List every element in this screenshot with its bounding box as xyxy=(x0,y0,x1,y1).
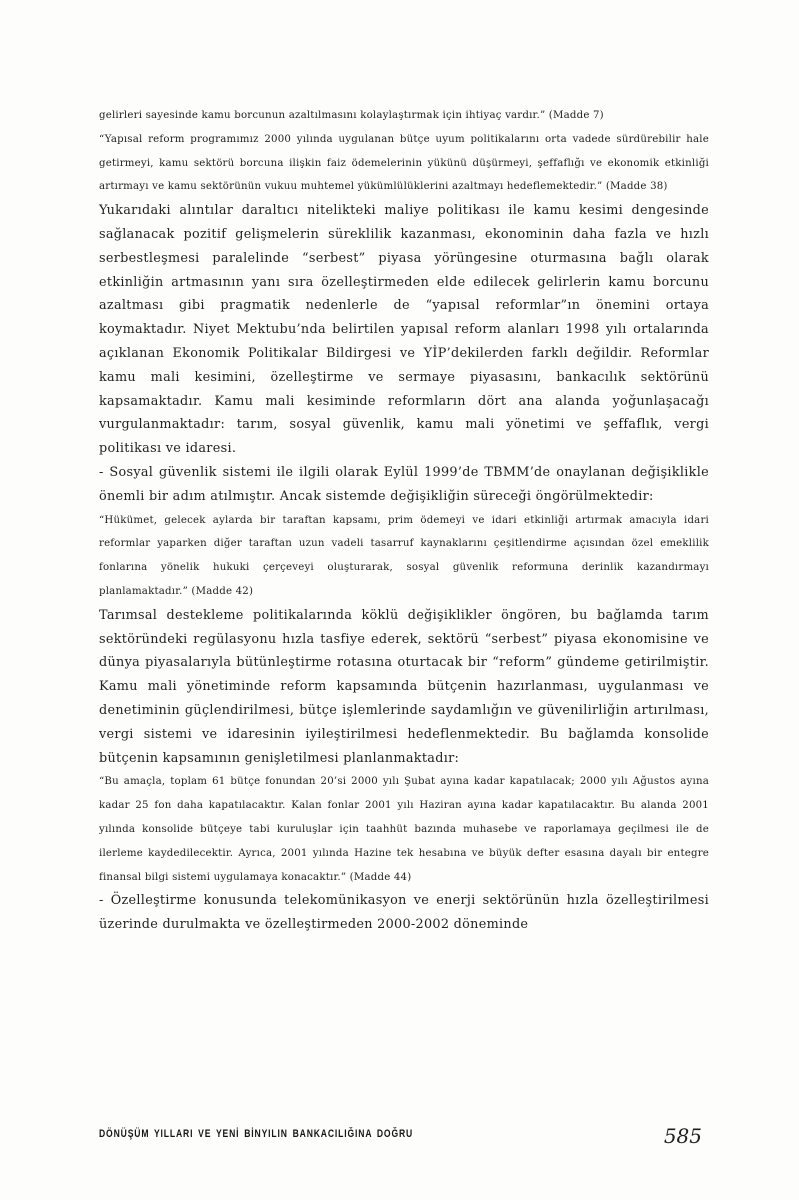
footer-running-title: DÖNÜŞÜM YILLARI VE YENİ BİNYILIN BANKACILIĞINA DOĞRU xyxy=(99,1128,414,1140)
list-item-privatization: - Özelleştirme konusunda telekomünikasyon ve enerji sektörünün hızla özelleştirilmesi üzerinde durulmakta ve özelleştirmeden 2000-2002 döneminde xyxy=(99,893,709,933)
text-column xyxy=(99,104,709,937)
quote-paragraph-madde42: “Hükümet, gelecek aylarda bir taraftan kapsamı, prim ödemeyi ve idari etkinliği artırmak amacıyla idari reformlar yaparken diğer taraftan uzun vadeli tasarruf kaynaklarını çeşitlendirme açısından özel emeklilik fonlarına yönelik hukuki çerçeveyi oluşturarak, sosyal güvenlik reformuna derinlik kazandırmayı planlamaktadır.” (Madde 42) xyxy=(99,514,709,597)
quote-paragraph-madde44: “Bu amaçla, toplam 61 bütçe fonundan 20’si 2000 yılı Şubat ayına kadar kapatılacak; 2000 yılı Ağustos ayına kadar 25 fon daha kapatılacaktır. Kalan fonlar 2001 yılı Haziran ayına kadar kapatılacaktır. Bu alanda 2001 yılında konsolide bütçeye tabi kuruluşlar için taahhüt bazında muhasebe ve raporlamaya geçilmesi ile de ilerleme kaydedilecektir. Ayrıca, 2001 yılında Hazine tek hesabına ve büyük defter esasına dayalı bir entegre finansal bilgi sistemi uygulamaya konacaktır.” (Madde 44) xyxy=(99,776,709,883)
footer-page-number: 585 xyxy=(663,1124,702,1148)
quote-continuation-madde7: gelirleri sayesinde kamu borcunun azaltılmasını kolaylaştırmak için ihtiyaç vardır.” (Madde 7) xyxy=(99,110,604,121)
list-item-social-security: - Sosyal güvenlik sistemi ile ilgili olarak Eylül 1999’de TBMM’de onaylanan değişiklikle önemli bir adım atılmıştır. Ancak sistemde değişikliğin süreceği öngörülmektedir: xyxy=(99,464,709,504)
quote-paragraph-madde38: “Yapısal reform programımız 2000 yılında uygulanan bütçe uyum politikalarını orta vadede sürdürebilir hale getirmeyi, kamu sektörü borcuna ilişkin faiz ödemelerinin yükünü düşürmeyi, şeffaflığı ve ekonomik etkinliği artırmayı ve kamu sektörünün vukuu muhtemel yükümlülüklerini azaltmayı hedeflemektedir.” (Madde 38) xyxy=(99,133,709,193)
body-paragraph-2: Tarımsal destekleme politikalarında köklü değişiklikler öngören, bu bağlamda tarım sektöründeki regülasyonu hızla tasfiye ederek, sektörü “serbest” piyasa ekonomisine ve dünya piyasalarıyla bütünleştirme rotasına oturtacak bir “reform” gündeme getirilmiştir. Kamu mali yönetiminde reform kapsamında bütçenin hazırlanması, uygulanması ve denetiminin güçlendirilmesi, bütçe işlemlerinde saydamlığın ve güvenilirliğin artırılması, vergi sistemi ve idaresinin iyileştirilmesi hedeflenmektedir. Bu bağlamda konsolide bütçenin kapsamının genişletilmesi planlanmaktadır: xyxy=(99,607,709,766)
body-paragraph-1: Yukarıdaki alıntılar daraltıcı nitelikteki maliye politikası ile kamu kesimi dengesinde sağlanacak pozitif gelişmelerin süreklilik kazanması, ekonominin daha fazla ve hızlı serbestleşmesi paralelinde “serbest” piyasa yörüngesine oturmasına bağlı olarak etkinliğin artmasının yanı sıra özelleştirmeden elde edilecek gelirlerin kamu borcunu azaltması gibi pragmatik nedenlerle de “yapısal reformlar”ın önemini ortaya koymaktadır. Niyet Mektubu’nda belirtilen yapısal reform alanları 1998 yılı ortalarında açıklanan Ekonomik Politikalar Bildirgesi ve YİP’dekilerden farklı değildir. Reformlar kamu mali kesimini, özelleştirme ve sermaye piyasasını, bankacılık sektörünü kapsamaktadır. Kamu mali kesiminde reformların dört ana alanda yoğunlaşacağı vurgulanmaktadır: tarım, sosyal güvenlik, kamu mali yönetimi ve şeffaflık, vergi politikası ve idaresi. xyxy=(99,203,709,457)
